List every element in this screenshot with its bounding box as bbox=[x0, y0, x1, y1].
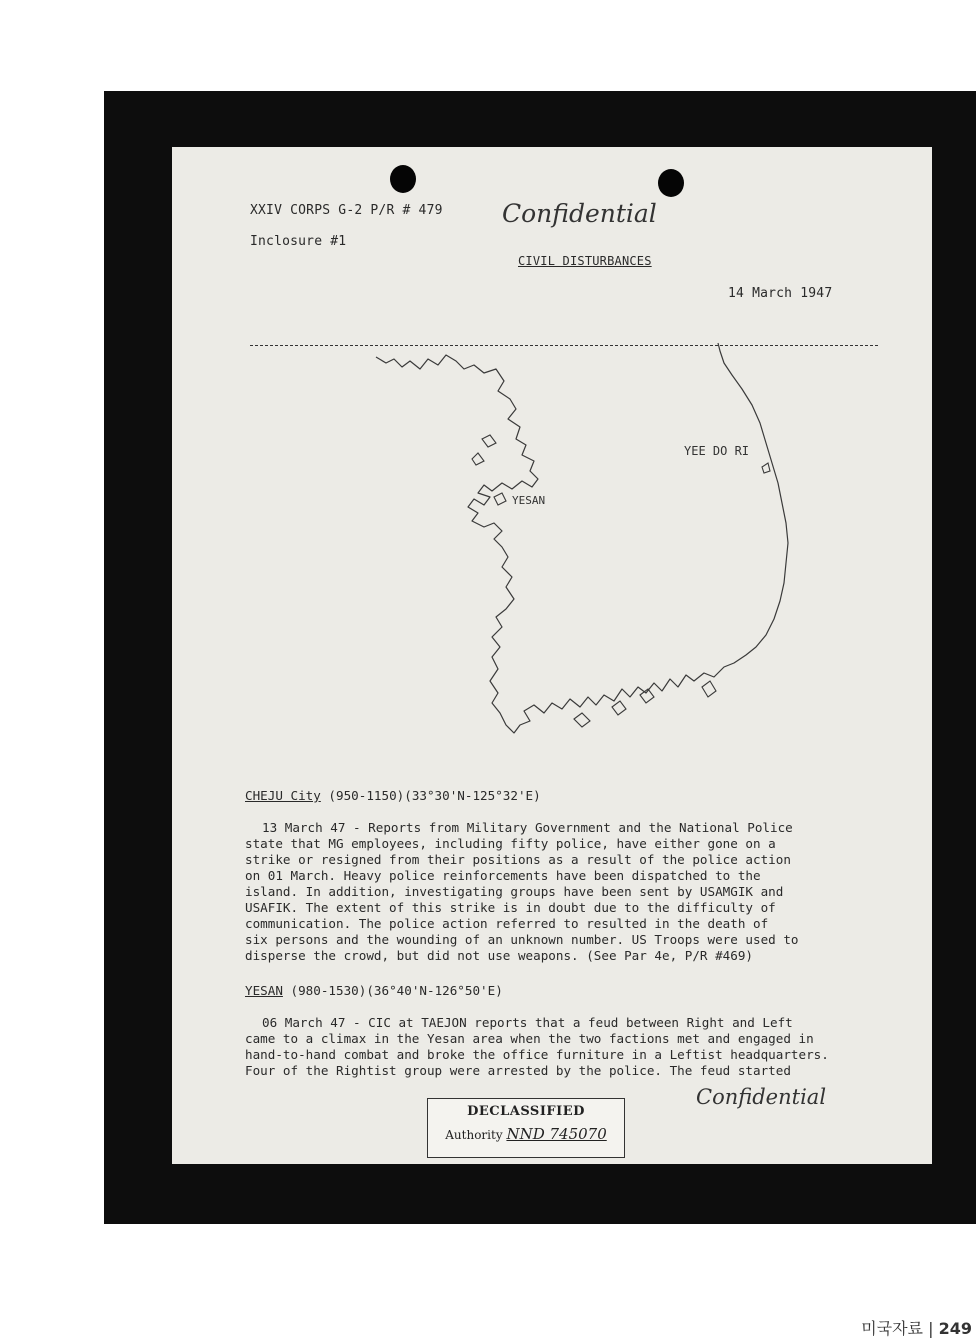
confidential-handwritten-bottom: Confidential bbox=[696, 1085, 827, 1109]
map-label-yee-do-ri: YEE DO RI bbox=[684, 444, 750, 458]
yesan-line-1: 06 March 47 - CIC at TAEJON reports that a feud between Right and Left bbox=[262, 1015, 793, 1030]
map-label-yesan: YESAN bbox=[512, 494, 546, 507]
yesan-line-2: came to a climax in the Yesan area when the two factions met and engaged in bbox=[245, 1031, 814, 1046]
cheju-line-7: communication. The police action referred to resulted in the death of bbox=[245, 916, 769, 931]
cheju-line-9: disperse the crowd, but did not use weapons. (See Par 4e, P/R #469) bbox=[245, 948, 753, 963]
map-islands bbox=[472, 435, 770, 727]
stamp-title: DECLASSIFIED bbox=[467, 1104, 585, 1119]
section-yesan-heading bbox=[245, 983, 503, 999]
stamp-authority-line bbox=[428, 1125, 624, 1143]
yesan-line-3: hand-to-hand combat and broke the office furniture in a Leftist headquarters. bbox=[245, 1047, 829, 1062]
cheju-line-2: state that MG employees, including fifty police, have either gone on a bbox=[245, 836, 776, 851]
cheju-line-5: island. In addition, investigating groups have been sent by USAMGIK and bbox=[245, 884, 784, 899]
map-coastline bbox=[376, 343, 788, 733]
document-page bbox=[172, 147, 932, 1164]
document-date: 14 March 1947 bbox=[728, 286, 833, 301]
cheju-line-1: 13 March 47 - Reports from Military Government and the National Police bbox=[262, 820, 793, 835]
cheju-line-8: six persons and the wounding of an unknown number. US Troops were used to bbox=[245, 932, 799, 947]
yesan-name: YESAN bbox=[245, 983, 283, 998]
stamp-authority-label: Authority bbox=[445, 1128, 503, 1142]
page-number: 249 bbox=[938, 1319, 972, 1338]
cheju-line-6: USAFIK. The extent of this strike is in doubt due to the difficulty of bbox=[245, 900, 776, 915]
section-cheju-heading bbox=[245, 788, 541, 804]
cheju-line-4: on 01 March. Heavy police reinforcements have been dispatched to the bbox=[245, 868, 761, 883]
cheju-city-name: CHEJU City bbox=[245, 788, 321, 803]
subject-title: CIVIL DISTURBANCES bbox=[518, 254, 652, 268]
stamp-authority-value: NND 745070 bbox=[506, 1125, 607, 1143]
inclosure-label: Inclosure #1 bbox=[250, 234, 347, 249]
confidential-handwritten-top: Confidential bbox=[502, 199, 657, 228]
footer-section-label: 미국자료 | bbox=[861, 1319, 934, 1338]
korea-map bbox=[172, 147, 932, 787]
yesan-coordinates: (980-1530)(36°40'N-126°50'E) bbox=[282, 983, 503, 998]
cheju-line-3: strike or resigned from their positions as a result of the police action bbox=[245, 852, 791, 867]
yesan-line-4: Four of the Rightist group were arrested by the police. The feud started bbox=[245, 1063, 791, 1078]
corps-reference: XXIV CORPS G-2 P/R # 479 bbox=[250, 203, 443, 218]
declassified-stamp bbox=[427, 1098, 625, 1158]
cheju-coordinates: (950-1150)(33°30'N-125°32'E) bbox=[320, 788, 541, 803]
